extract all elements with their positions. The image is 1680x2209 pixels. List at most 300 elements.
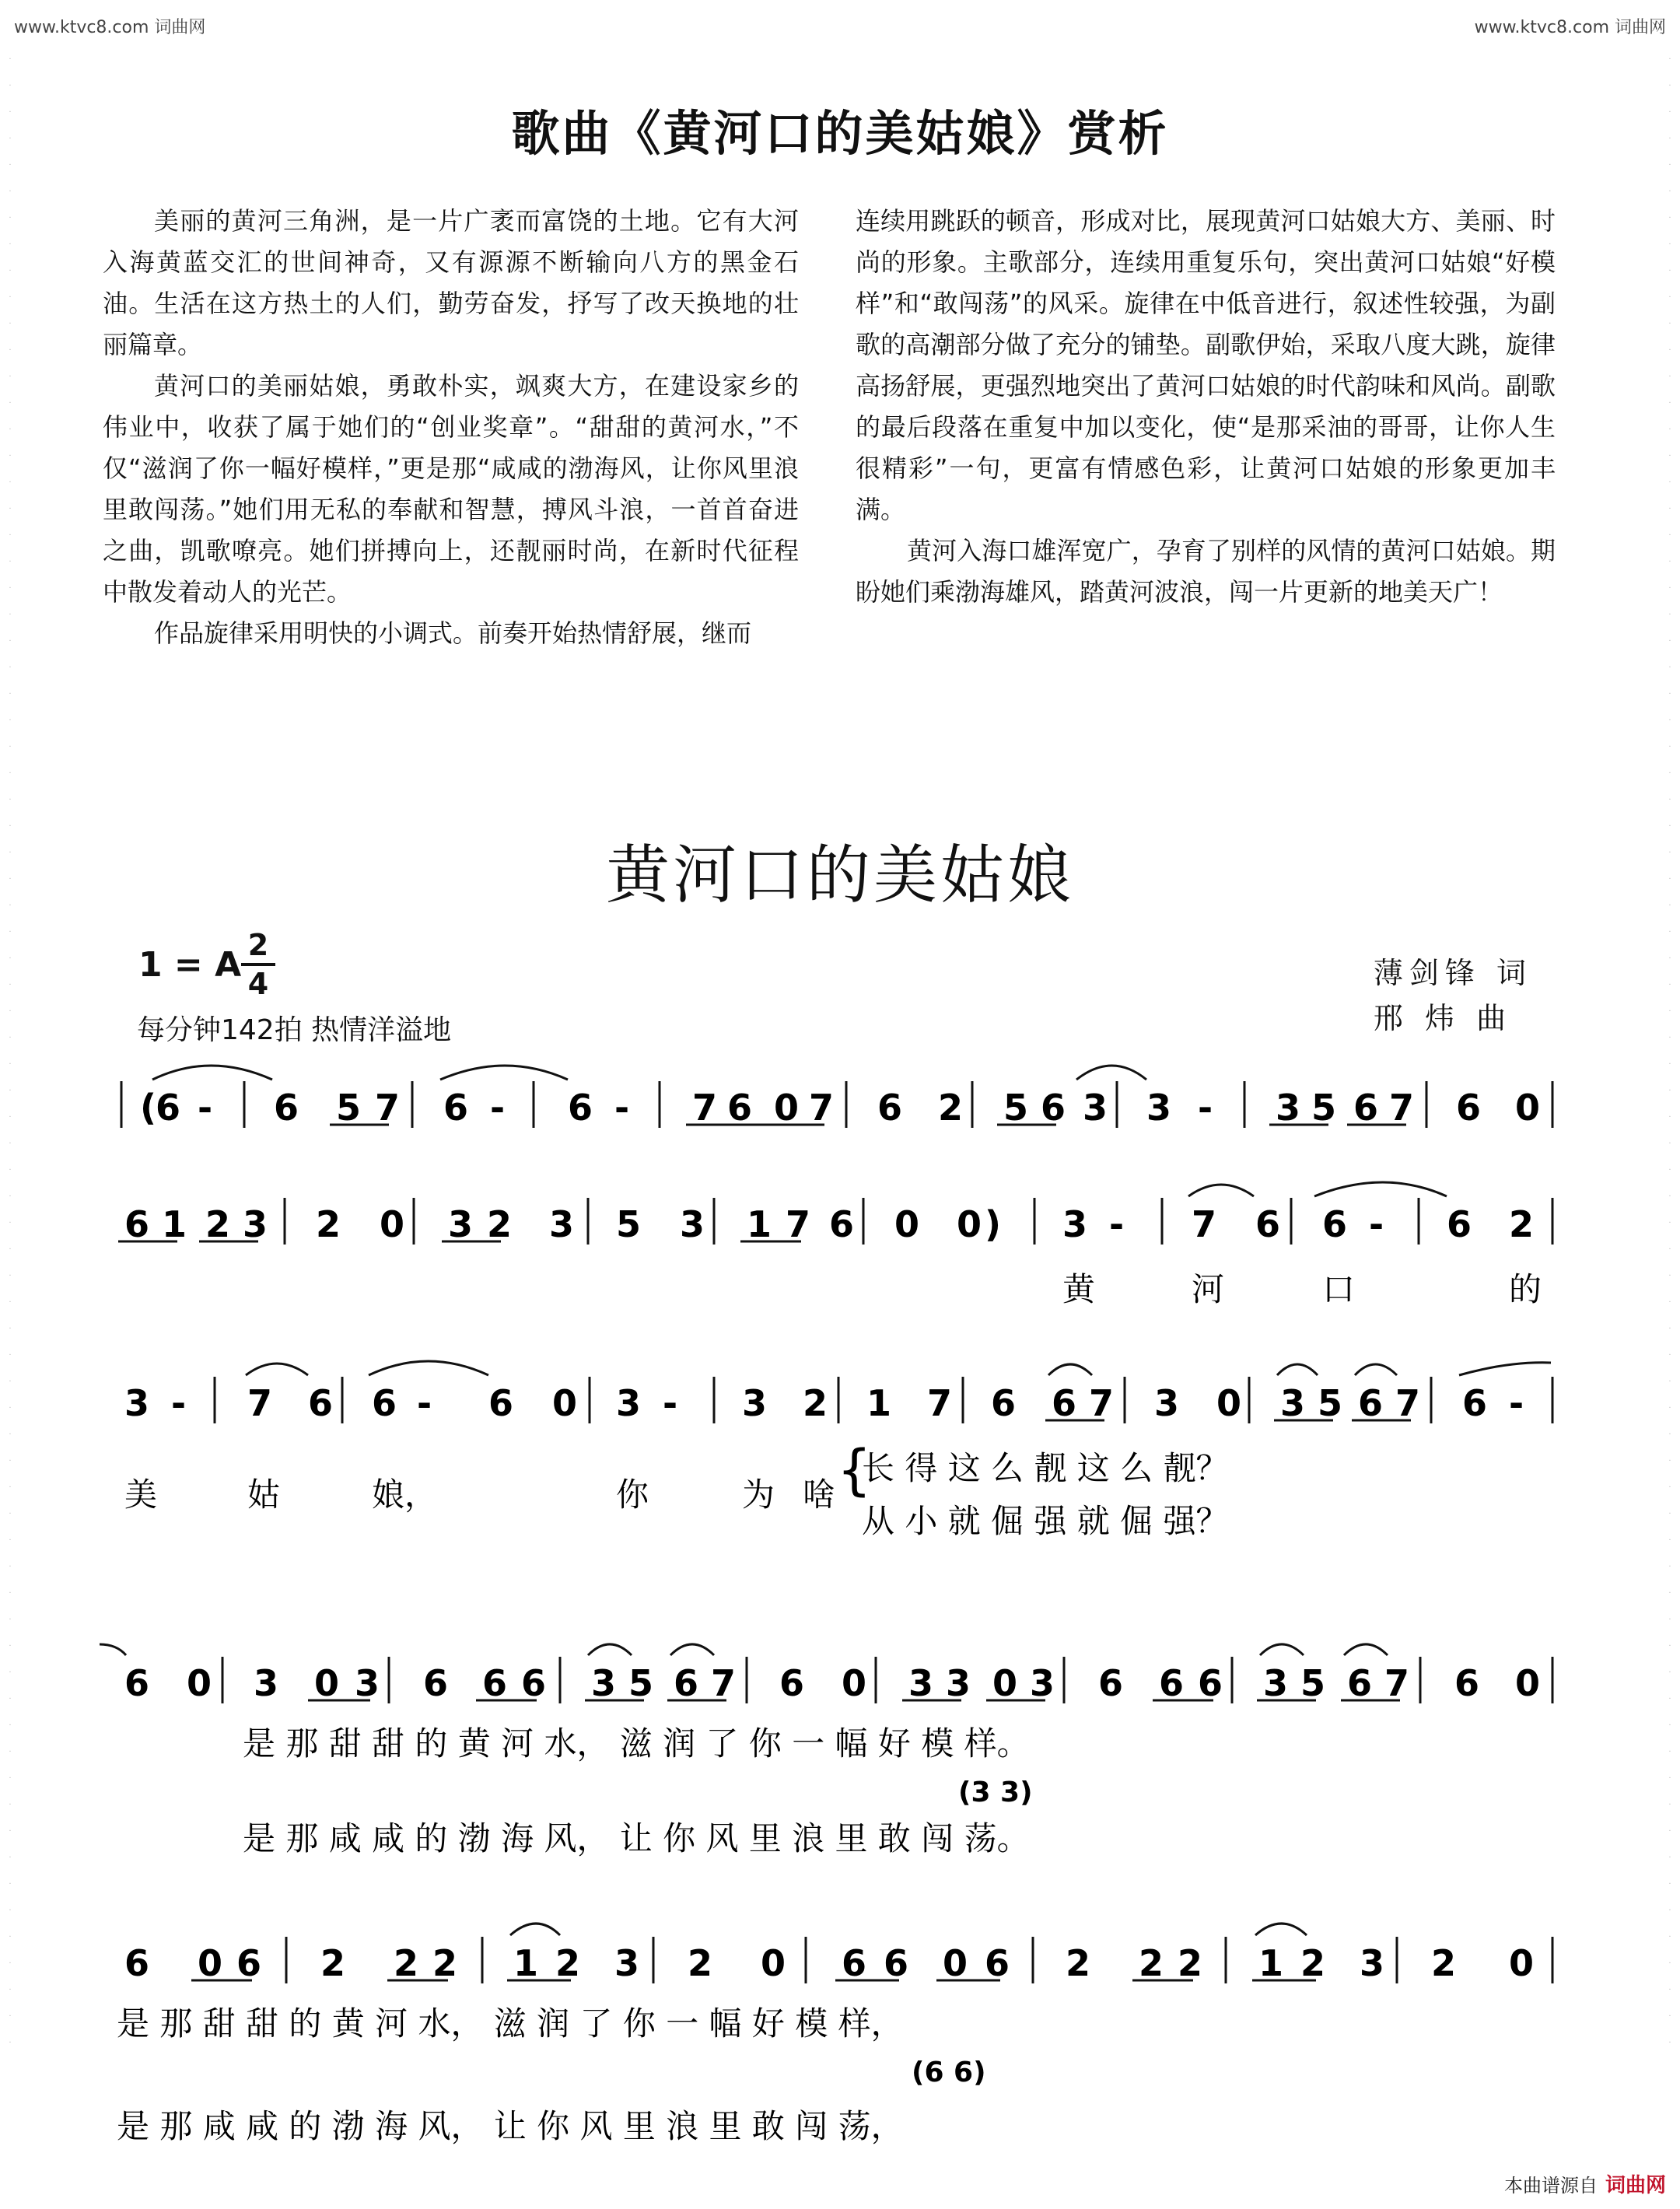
side-strip-mark: · [1668,135,1671,143]
score-note: 2 [205,1203,231,1245]
score-note: 3 [355,1662,380,1704]
score-note: 6 [124,1662,150,1704]
score-note: 3 [1083,1087,1108,1129]
side-strip-mark: · [9,267,12,275]
lyric-char: 美 [124,1476,158,1514]
article-title: 歌曲《黄河口的美姑娘》赏析 [511,105,1169,162]
watermark-right: www.ktvc8.com 词曲网 [1474,18,1666,37]
score-note: 0 [1216,1382,1242,1424]
score-note: 6 [488,1382,514,1424]
side-strip-mark: · [1668,1272,1671,1280]
side-strip-mark: · [9,1748,12,1756]
side-strip-mark: · [1668,1959,1671,1968]
side-strip-mark: · [9,1166,12,1175]
side-strip-mark: · [1668,1430,1671,1439]
side-strip-mark: · [1668,1933,1671,1941]
score-note: 7 [692,1087,718,1129]
score-note: 6 [1041,1087,1066,1129]
score-note: 6 [829,1203,855,1245]
score-note: 3 [124,1382,150,1424]
score-note: - [171,1382,187,1424]
side-strip-mark: · [1668,1483,1671,1492]
side-strip-mark: · [9,531,12,540]
score-note: 2 [316,1203,341,1245]
score-note: 6 [274,1087,299,1129]
score-note: 6 [1347,1662,1373,1704]
side-strip-mark: · [9,901,12,910]
side-strip-mark: · [9,928,12,936]
score-note: 7 [927,1382,953,1424]
score-note: 2 [803,1382,828,1424]
lyric-char: 口 [1322,1270,1356,1308]
score-note: 6 [877,1087,903,1129]
score-note: - [198,1087,213,1129]
side-strip-mark: · [1668,1219,1671,1227]
score-note: 2 [938,1087,964,1129]
score-note: 2 [394,1942,419,1984]
key-signature: 1 = A [138,945,242,985]
side-strip-mark: · [1668,240,1671,249]
score-note: 2 [1431,1942,1457,1984]
site-logo[interactable]: 词曲网 [1605,2174,1666,2197]
score-note: 3 [591,1662,617,1704]
score-note: 6 [674,1662,699,1704]
side-strip-mark: · [9,399,12,408]
score-note: 2 [1300,1942,1326,1984]
lyric-char: 姑 [247,1476,281,1514]
side-strip-mark: · [9,1933,12,1941]
side-strip-mark: · [9,1695,12,1703]
verse-2-lyrics: 是 那 咸 咸 的 渤 海 风， 让 你 风 里 浪 里 敢 闯 荡。 [243,1819,1030,1857]
score-note: 1 [1258,1942,1284,1984]
side-strip-mark: · [9,1774,12,1783]
score-note: 7 [809,1087,835,1129]
score-note: 2 [487,1203,513,1245]
side-strip-mark: · [1668,875,1671,884]
score-note: 3 [1030,1662,1055,1704]
side-strip-mark: · [1668,1854,1671,1862]
side-strip-mark: · [1668,267,1671,275]
side-strip-mark: · [1668,981,1671,989]
score-note: 1 [513,1942,539,1984]
side-strip-mark: · [9,1801,12,1809]
side-strip-mark: · [1668,1140,1671,1148]
score-note: 5 [616,1203,642,1245]
score-note: - [614,1087,630,1129]
side-strip-mark: · [9,1854,12,1862]
side-strip-mark: · [1668,954,1671,963]
side-strip-mark: · [1668,1906,1671,1915]
side-strip-mark: · [1668,822,1671,831]
score-note: 6 [1198,1662,1223,1704]
side-strip-mark: · [1668,849,1671,857]
side-strip-mark: · [9,1298,12,1307]
score-note: 6 [1462,1382,1488,1424]
side-strip-mark: · [9,981,12,989]
score-note: - [1198,1087,1213,1129]
side-strip-mark: · [1668,346,1671,355]
score-note: 6 [423,1662,449,1704]
score-note: 7 [1089,1382,1115,1424]
side-strip-mark: · [1668,1827,1671,1836]
lyric-char: 黄 [1062,1270,1096,1308]
side-strip-mark: · [1668,1880,1671,1889]
score-note: 3 [243,1203,268,1245]
score-note: 7 [1192,1203,1217,1245]
source-footer [1504,2169,1666,2198]
composer: 邢 炜 曲 [1373,1001,1513,1035]
score-note: 0 [761,1942,786,1984]
side-strip-mark: · [1668,663,1671,672]
score-note: 2 [1509,1203,1535,1245]
side-strip-mark: · [9,214,12,222]
side-strip-mark: · [9,1959,12,1968]
side-strip-mark: · [1668,1457,1671,1465]
score-note: - [490,1087,506,1129]
side-strip-mark: · [1668,373,1671,381]
score-note: 6 [884,1942,909,1984]
score-note: 2 [1178,1942,1203,1984]
score-note: 2 [1139,1942,1164,1984]
score-note: - [1509,1382,1524,1424]
side-strip-mark: · [9,690,12,698]
score-note: 3 [614,1942,640,1984]
side-strip-mark: · [9,1668,12,1677]
side-strip-mark: · [1668,1589,1671,1598]
side-strip-mark: · [9,161,12,170]
verse-2-lyrics: 从 小 就 倔 强 就 倔 强？ [862,1502,1229,1540]
side-strip-mark: · [9,108,12,117]
lyric-char: 为 [742,1476,775,1514]
score-note: 2 [432,1942,458,1984]
side-strip-mark: · [9,769,12,778]
score-note: 5 [1318,1382,1343,1424]
score-note: 3 [1276,1087,1301,1129]
score-note: 0 [957,1203,982,1245]
score-note: 6 [727,1087,753,1129]
side-strip-mark: · [9,1721,12,1730]
score-note: 0 [774,1087,800,1129]
side-strip-mark: · [1668,1192,1671,1201]
side-strip-mark: · [1668,425,1671,434]
lyric-char: 啥 [803,1476,836,1514]
side-strip-mark: · [1668,161,1671,170]
side-strip-mark: · [9,1060,12,1069]
score-note: 5 [1311,1087,1337,1129]
side-strip-mark: · [1668,1536,1671,1545]
score-note: 5 [336,1087,362,1129]
score-note: 0 [198,1942,223,1984]
side-strip-mark: · [9,1827,12,1836]
side-strip-mark: · [9,346,12,355]
score-note: 5 [628,1662,654,1704]
side-strip-mark: · [9,1351,12,1360]
score-note: 7 [711,1662,737,1704]
side-strip-mark: · [1668,55,1671,64]
score-note: 6 [236,1942,262,1984]
lyricist: 薄剑锋 词 [1373,956,1532,990]
score-note: 6 [568,1087,593,1129]
side-strip-mark: · [1668,1616,1671,1624]
time-bottom: 4 [247,967,269,1001]
side-strip-mark: · [1668,1695,1671,1703]
side-strip-mark: · [1668,584,1671,593]
side-strip-mark: · [1668,2012,1671,2021]
score-note: 7 [1384,1662,1410,1704]
score-note: 3 [908,1662,934,1704]
side-strip-mark: · [1668,108,1671,117]
score-note: ) [985,1203,1002,1245]
score-note: - [1109,1203,1125,1245]
side-strip-mark: · [1668,82,1671,90]
score-note: 2 [320,1942,346,1984]
side-strip-mark: · [1668,1510,1671,1518]
score-note: 6 [985,1942,1010,1984]
side-strip-mark: · [9,452,12,460]
side-strip-mark: · [1668,187,1671,196]
side-strip-mark: · [1668,1298,1671,1307]
side-strip-mark: · [9,875,12,884]
score-note: 6 [372,1382,397,1424]
score-note: 7 [1389,1087,1415,1129]
side-strip-mark: · [9,1219,12,1227]
score-note: 3 [254,1662,279,1704]
side-strip-mark: · [9,1563,12,1571]
side-strip-mark: · [9,637,12,646]
score-note: 3 [1146,1087,1172,1129]
score-note: 5 [1003,1087,1029,1129]
score-note: 6 [1098,1662,1124,1704]
side-strip-mark: · [1668,1378,1671,1386]
score-note: 0 [552,1382,578,1424]
side-strip-mark: · [9,1457,12,1465]
side-strip-mark: · [9,1245,12,1254]
side-strip-mark: · [9,2039,12,2047]
score-note: 6 [991,1382,1017,1424]
side-strip-mark: · [9,822,12,831]
side-strip-mark: · [9,505,12,513]
score-note: 6 [1358,1382,1384,1424]
score-note: 6 [1456,1087,1482,1129]
score-note: 3 [616,1382,642,1424]
verse-1-lyrics: 是 那 甜 甜 的 黄 河 水， 滋 润 了 你 一 幅 好 模 样， [117,2004,904,2043]
side-strip-mark: · [9,584,12,593]
side-strip-mark: · [9,1589,12,1598]
score-note: 0 [943,1942,968,1984]
side-strip-mark: · [1668,1087,1671,1095]
side-strip-mark: · [1668,716,1671,725]
score-note: - [1369,1203,1384,1245]
score-note: 2 [555,1942,581,1984]
score-note: 6 [1322,1203,1348,1245]
side-strip-mark: · [1668,928,1671,936]
score-note: 7 [786,1203,811,1245]
score-note: 6 [1454,1662,1480,1704]
side-strip-mark: · [1668,1721,1671,1730]
score-note: 0 [842,1662,867,1704]
side-strip-mark: · [1668,1007,1671,1016]
score-note: 6 [1159,1662,1185,1704]
side-strip-mark: · [9,320,12,328]
score-note: 7 [247,1382,273,1424]
score-note: 0 [992,1662,1018,1704]
side-strip-mark: · [1668,478,1671,487]
song-title: 黄河口的美姑娘 [605,838,1074,912]
side-strip-mark: · [9,1906,12,1915]
score-note: 7 [375,1087,401,1129]
score-note: 6 [124,1203,150,1245]
lyric-char: 的 [1509,1270,1542,1308]
side-strip-mark: · [9,1087,12,1095]
side-strip-mark: · [9,240,12,249]
score-note: 0 [894,1203,920,1245]
side-strip-mark: · [9,1034,12,1042]
lyric-char: 娘， [372,1476,438,1514]
score-note: 6 [521,1662,547,1704]
score-note: 1 [162,1203,187,1245]
side-strip-mark: · [9,1642,12,1651]
side-strip-mark: · [1668,399,1671,408]
alternate-notes: (3 3) [958,1777,1033,1808]
side-strip-mark: · [9,1986,12,1994]
side-strip-mark: · [1668,637,1671,646]
side-strip-mark: · [9,1272,12,1280]
score-note: 7 [1395,1382,1421,1424]
article-paragraph: 黄河口的美丽姑娘，勇敢朴实，飒爽大方，在建设家乡的伟业中，收获了属于她们的“创业奖章”。“甜甜的黄河水，”不仅“滋润了你一幅好模样，”更是那“咸咸的渤海风，让你风里浪里敢闯荡。”她们用无私的奉献和智慧，搏风斗浪，一首首奋进之曲，凯歌嘹亮。她们拼搏向上，还靓丽时尚，在新时代征程中散发着动人的光芒。 [103,371,799,607]
side-strip-mark: · [1668,611,1671,619]
side-strip-mark: · [1668,1774,1671,1783]
side-strip-mark: · [1668,214,1671,222]
side-strip-mark: · [9,743,12,751]
side-strip-mark: · [1668,1748,1671,1756]
side-strip-mark: · [9,716,12,725]
score-note: ( [140,1087,157,1129]
score-note: 3 [549,1203,575,1245]
side-strip-mark: · [9,796,12,804]
score-note: 3 [1280,1382,1306,1424]
side-strip-mark: · [9,82,12,90]
side-strip-mark: · [1668,1351,1671,1360]
score-note: - [663,1382,678,1424]
side-strip-mark: · [9,478,12,487]
score-note: 6 [779,1662,805,1704]
score-note: 3 [1062,1203,1088,1245]
side-strip-mark: · [1668,1986,1671,1994]
score-note: 0 [380,1203,405,1245]
side-strip-mark: · [1668,1642,1671,1651]
score-note: 6 [443,1087,469,1129]
score-note: 6 [1052,1382,1077,1424]
side-strip-mark: · [9,425,12,434]
side-strip-mark: · [1668,1404,1671,1413]
score-note: 3 [448,1203,474,1245]
side-strip-mark: · [9,1113,12,1122]
verse-1-lyrics: 长 得 这 么 靓 这 么 靓？ [862,1449,1229,1487]
side-strip-mark: · [9,373,12,381]
score-note: 6 [1255,1203,1281,1245]
score-note: 0 [1509,1942,1535,1984]
score-note: 6 [1447,1203,1472,1245]
score-note: - [417,1382,432,1424]
side-strip-mark: · [1668,320,1671,328]
side-strip-mark: · [9,611,12,619]
score-note: 3 [1263,1662,1289,1704]
side-strip-mark: · [1668,690,1671,698]
side-strip-mark: · [1668,769,1671,778]
lyric-char: 你 [616,1476,649,1514]
verse-brace: { [837,1438,872,1502]
side-strip-mark: · [9,1536,12,1545]
side-strip-mark: · [1668,901,1671,910]
side-strip-mark: · [9,1140,12,1148]
side-strip-mark: · [1668,1245,1671,1254]
side-strip-mark: · [1668,796,1671,804]
score-note: 6 [124,1942,150,1984]
side-strip-mark: · [9,954,12,963]
side-strip-mark: · [9,1483,12,1492]
score-note: 3 [946,1662,971,1704]
side-strip-mark: · [9,1378,12,1386]
score-note: 6 [156,1087,181,1129]
side-strip-mark: · [1668,452,1671,460]
side-strip-mark: · [9,1404,12,1413]
article-paragraph: 作品旋律采用明快的小调式。前奏开始热情舒展，继而 [154,618,752,648]
article-paragraph: 黄河入海口雄浑宽广，孕育了别样的风情的黄河口姑娘。期盼她们乘渤海雄风，踏黄河波浪，闯一片更新的地美天广！ [856,536,1556,607]
side-strip-mark: · [1668,1034,1671,1042]
side-strip-mark: · [9,55,12,64]
side-strip-mark: · [9,1616,12,1624]
side-strip-mark: · [1668,1166,1671,1175]
score-note: 0 [1515,1087,1541,1129]
score-note: 6 [1353,1087,1379,1129]
side-strip-mark: · [1668,558,1671,566]
side-strip-mark: · [1668,1325,1671,1333]
side-strip-mark: · [9,1880,12,1889]
side-strip-mark: · [1668,1668,1671,1677]
side-strip-mark: · [1668,1563,1671,1571]
score-note: 2 [688,1942,713,1984]
side-strip-mark: · [9,663,12,672]
score-note: 1 [866,1382,892,1424]
score-note: 6 [842,1942,867,1984]
verse-2-lyrics: 是 那 咸 咸 的 渤 海 风， 让 你 风 里 浪 里 敢 闯 荡， [117,2107,904,2145]
watermark-left: www.ktvc8.com 词曲网 [14,18,206,37]
side-strip-mark: · [1668,293,1671,302]
score-note: 3 [1360,1942,1385,1984]
side-strip-mark: · [1668,505,1671,513]
tempo-marking: 每分钟142拍 热情洋溢地 [137,1014,452,1046]
score-note: 5 [1300,1662,1326,1704]
side-strip-mark: · [9,1192,12,1201]
alternate-notes: (6 6) [912,2057,986,2088]
side-strip-mark: · [9,849,12,857]
score-note: 6 [308,1382,334,1424]
side-strip-mark: · [9,1430,12,1439]
side-strip-mark: · [1668,2039,1671,2047]
score-note: 3 [742,1382,768,1424]
score-note: 2 [1066,1942,1091,1984]
score-note: 6 [482,1662,508,1704]
article-paragraph: 美丽的黄河三角洲，是一片广袤而富饶的土地。它有大河入海黄蓝交汇的世间神奇，又有源源不断输向八方的黑金石油。生活在这方热土的人们，勤劳奋发，抒写了改天换地的壮丽篇章。 [103,206,799,359]
side-strip-mark: · [1668,1113,1671,1122]
score-note: 0 [314,1662,340,1704]
score-note: 3 [680,1203,705,1245]
side-strip-mark: · [9,1007,12,1016]
source-label: 本曲谱源自 [1503,2175,1598,2197]
side-strip-mark: · [1668,1060,1671,1069]
side-strip-mark: · [9,2012,12,2021]
side-strip-mark: · [9,187,12,196]
